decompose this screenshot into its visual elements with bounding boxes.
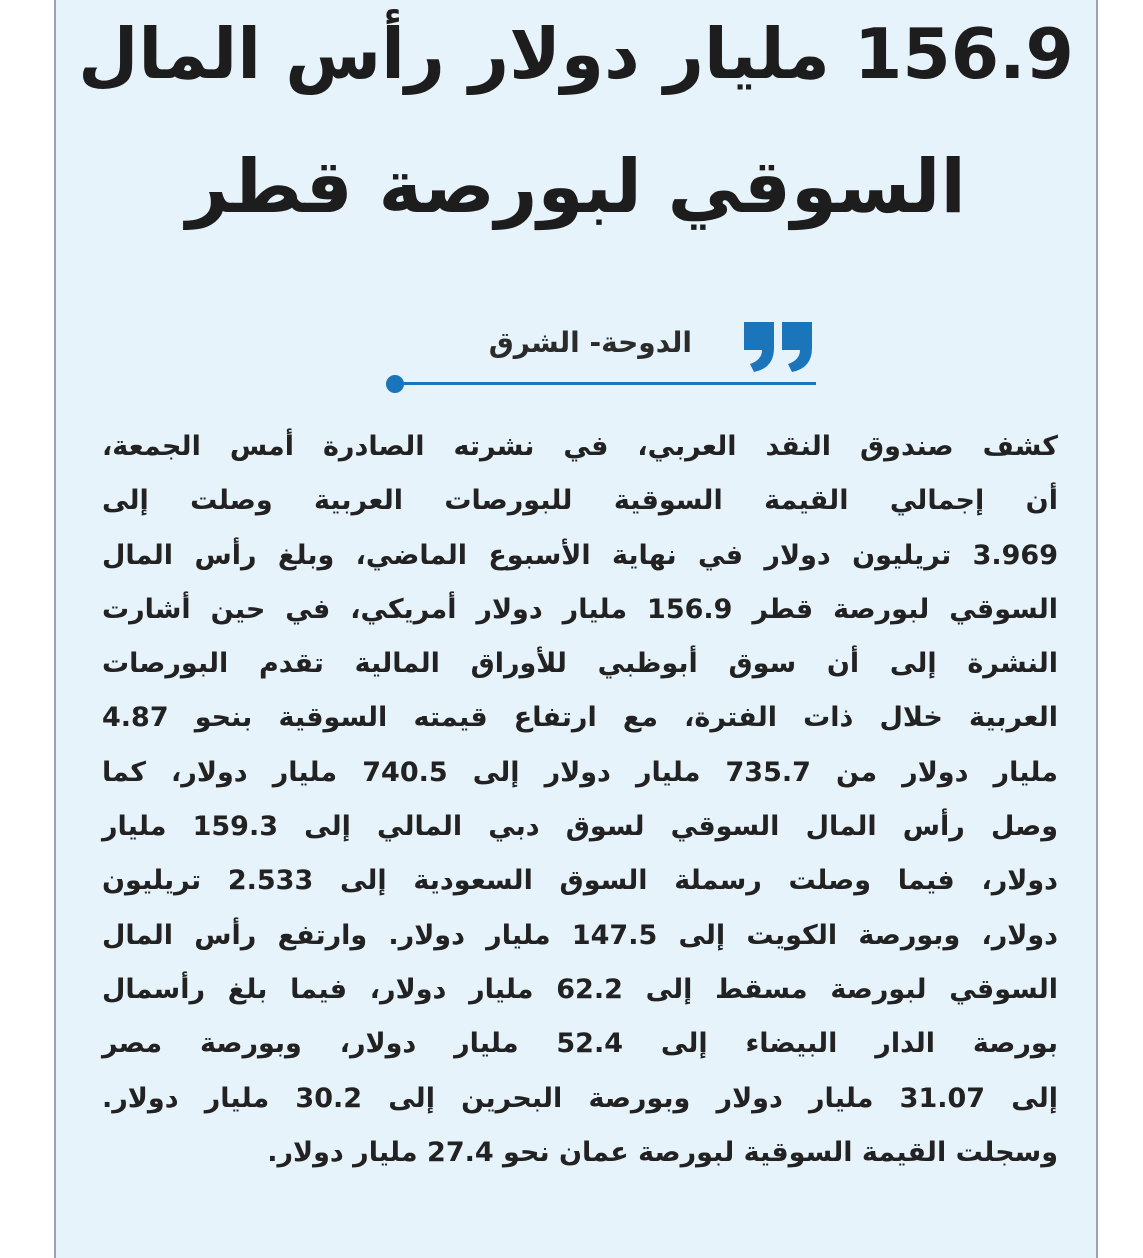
body-line: وصل رأس المال السوقي لسوق دبي المالي إلى 159.3 مليار [102,811,1058,843]
body-line: كشف صندوق النقد العربي، في نشرته الصادرة أمس الجمعة، [102,431,1058,462]
article-panel [54,0,1098,1258]
body-line: السوقي لبورصة قطر 156.9 مليار دولار أمريكي، في حين أشارت [102,593,1058,625]
byline-rule-dot [386,375,404,393]
body-line: مليار دولار من 735.7 مليار دولار إلى 740.5 مليار دولار، كما [102,756,1058,788]
body-line: دولار، وبورصة الكويت إلى 147.5 مليار دولار. وارتفع رأس المال [102,919,1058,951]
body-line: وسجلت القيمة السوقية لبورصة عمان نحو 27.4 مليار دولار. [267,1136,1058,1168]
body-line: بورصة الدار البيضاء إلى 52.4 مليار دولار، وبورصة مصر [102,1028,1058,1060]
headline-line-2: السوقي لبورصة قطر [186,144,966,230]
body-line: العربية خلال ذات الفترة، مع ارتفاع قيمته السوقية بنحو 4.87 [102,702,1058,734]
body-line: أن إجمالي القيمة السوقية للبورصات العربية وصلت إلى [102,485,1058,517]
headline-line-1: 156.9 مليار دولار رأس المال [78,14,1074,95]
byline [386,318,816,398]
body-line: السوقي لبورصة مسقط إلى 62.2 مليار دولار، فيما بلغ رأسمال [102,973,1058,1005]
body-line: إلى 31.07 مليار دولار وبورصة البحرين إلى 30.2 مليار دولار. [102,1082,1058,1114]
body-line: دولار، فيما وصلت رسملة السوق السعودية إلى 2.533 تريليون [102,865,1058,897]
quote-icon [740,318,816,374]
byline-rule [396,382,816,385]
body-line: النشرة إلى أن سوق أبوظبي للأوراق المالية تقدم البورصات [102,648,1058,680]
source-label: الدوحة- الشرق [488,326,692,359]
article-body [102,420,1058,1180]
body-line: 3.969 تريليون دولار في نهاية الأسبوع الماضي، وبلغ رأس المال [102,539,1058,571]
